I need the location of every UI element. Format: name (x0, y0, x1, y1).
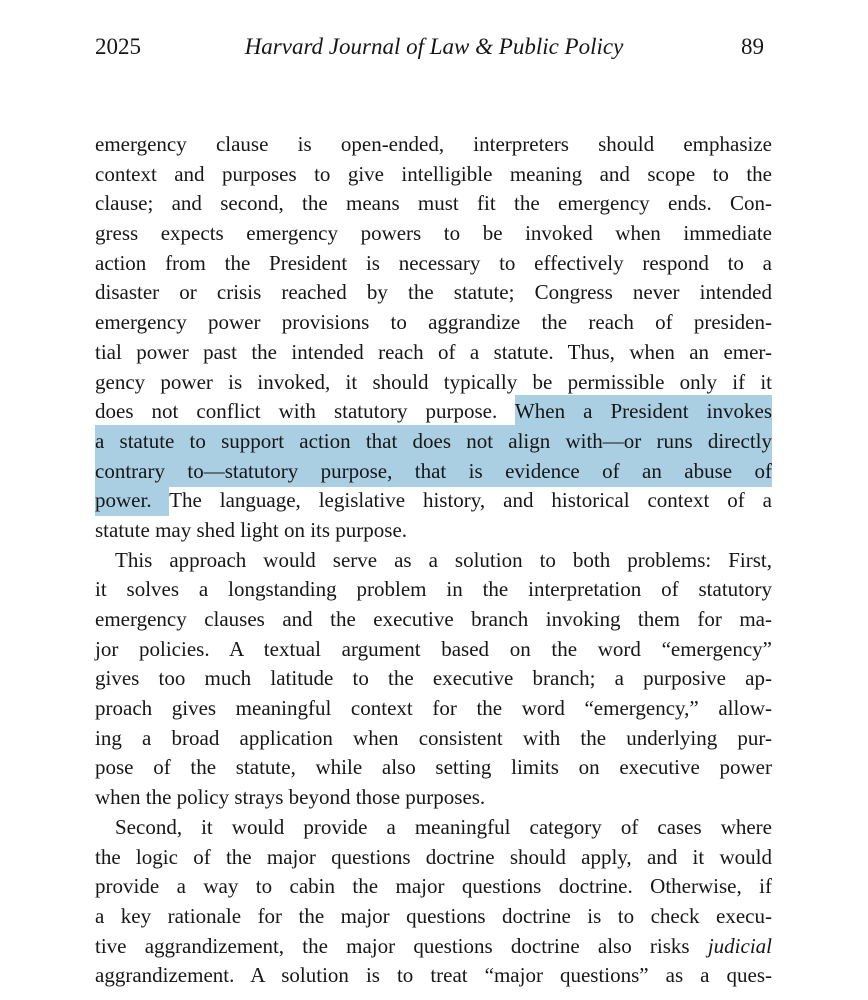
text-line (95, 189, 772, 219)
text-line (95, 902, 772, 932)
text-line (95, 160, 772, 190)
text-segment: The language, legislative history, and historical context of a (169, 488, 772, 513)
text-line (95, 605, 772, 635)
text-segment: tial power past the intended reach of a statute. Thus, when an emer- (95, 339, 772, 364)
text-segment: Second, it would provide a meaningful category of cases where (115, 814, 772, 839)
text-line (95, 872, 772, 902)
text-line (95, 516, 772, 546)
text-line (95, 457, 772, 487)
text-line (95, 961, 772, 991)
text-line (95, 397, 772, 427)
text-segment: proach gives meaningful context for the word “emergency,” allow- (95, 696, 772, 721)
text-line (95, 486, 772, 516)
text-line (95, 664, 772, 694)
page-body (95, 130, 772, 991)
header-journal-title: Harvard Journal of Law & Public Policy (244, 34, 624, 59)
text-segment: context and purposes to give intelligible meaning and scope to the (95, 161, 772, 186)
text-segment: gency power is invoked, it should typically be permissible only if it (95, 369, 772, 394)
text-line (95, 130, 772, 160)
highlighted-text: When a President invokes (515, 395, 772, 427)
text-line (95, 219, 772, 249)
text-line (95, 575, 772, 605)
text-segment: emergency clauses and the executive branch invoking them for ma- (95, 607, 772, 631)
text-line (95, 338, 772, 368)
text-segment: emergency power provisions to aggrandize the reach of presiden- (95, 310, 772, 335)
text-line (95, 546, 772, 576)
highlighted-text: power. (95, 484, 169, 516)
text-line (95, 635, 772, 665)
text-segment: when the policy strays beyond those purposes. (95, 785, 486, 810)
text-segment: it solves a longstanding problem in the interpretation of statutory (95, 577, 772, 602)
text-segment: tive aggrandizement, the major questions doctrine also risks (95, 933, 708, 958)
text-line (95, 249, 772, 279)
text-segment: statute may shed light on its purpose. (95, 517, 408, 542)
text-segment: pose of the statute, while also setting limits on executive power (95, 755, 772, 780)
text-segment: ing a broad application when consistent with the underlying pur- (95, 725, 772, 750)
text-line (95, 932, 772, 962)
text-segment: a key rationale for the major questions doctrine is to check execu- (95, 903, 772, 928)
text-segment: the logic of the major questions doctrine should apply, and it would (95, 844, 772, 869)
text-line (95, 753, 772, 783)
text-segment: aggrandizement. A solution is to treat “major questions” as a ques- (95, 963, 772, 988)
text-segment: gress expects emergency powers to be invoked when immediate (95, 221, 772, 246)
text-segment: jor policies. A textual argument based on the word “emergency” (95, 636, 772, 661)
text-segment: judicial (707, 933, 772, 958)
text-line (95, 308, 772, 338)
highlighted-text: contrary to—statutory purpose, that is evidence of an abuse of (95, 455, 772, 487)
text-segment: emergency clause is open-ended, interpreters should emphasize (95, 132, 772, 156)
text-line (95, 368, 772, 398)
text-segment: provide a way to cabin the major questions doctrine. Otherwise, if (95, 874, 772, 899)
text-line (95, 813, 772, 843)
text-line (95, 278, 772, 308)
highlighted-text: a statute to support action that does not align with—or runs directly (95, 425, 772, 457)
text-segment: does not conflict with statutory purpose. (95, 399, 515, 424)
text-line (95, 694, 772, 724)
text-line (95, 783, 772, 813)
header-year: 2025 (95, 34, 141, 59)
text-segment: This approach would serve as a solution to both problems: First, (115, 547, 772, 572)
text-line (95, 724, 772, 754)
text-segment: action from the President is necessary to effectively respond to a (95, 250, 772, 275)
text-segment: disaster or crisis reached by the statute; Congress never intended (95, 280, 772, 305)
text-segment: gives too much latitude to the executive branch; a purposive ap- (95, 666, 772, 691)
page-header (0, 31, 868, 63)
text-segment: clause; and second, the means must fit the emergency ends. Con- (95, 191, 772, 216)
header-page-number: 89 (741, 34, 764, 59)
text-line (95, 427, 772, 457)
text-line (95, 843, 772, 873)
